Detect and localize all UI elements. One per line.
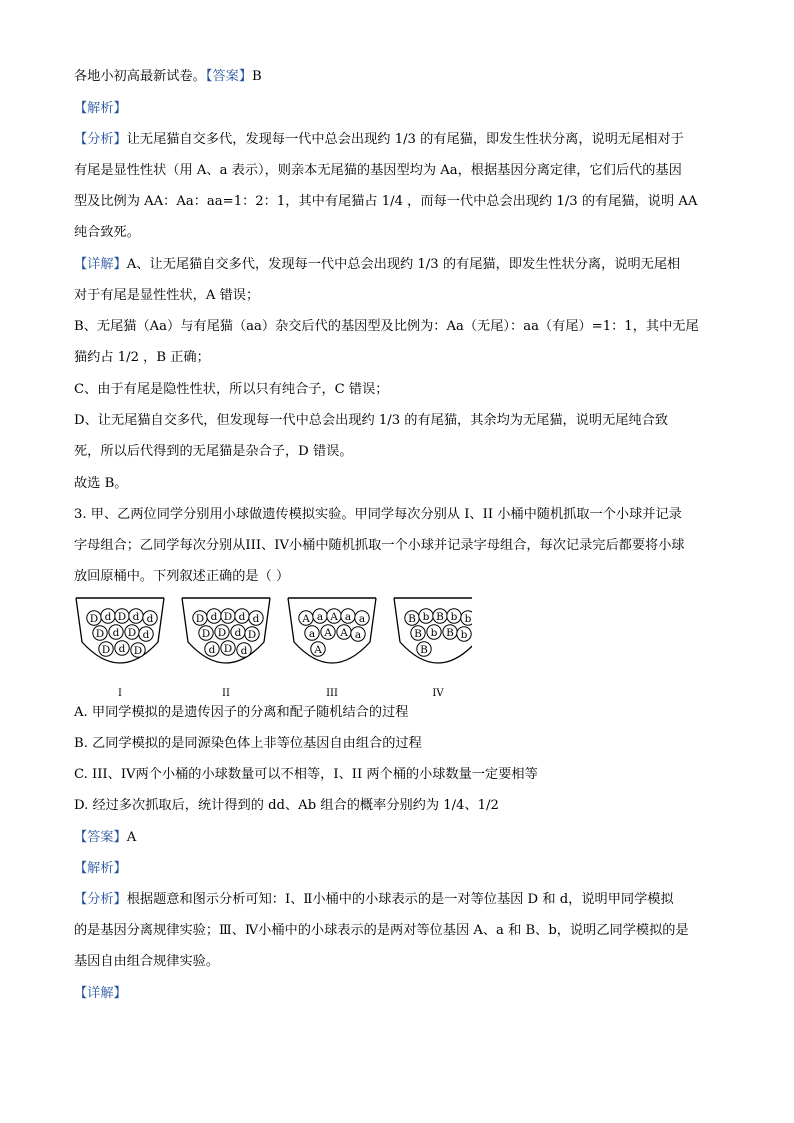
detail-line-5: C、由于有尾是隐性性状，所以只有纯合子，C 错误； [74, 382, 389, 397]
ball-letter: a [358, 612, 366, 625]
answer-value-2: A [126, 830, 137, 845]
ball-letter: D [223, 610, 233, 623]
ball-letter: B [446, 626, 454, 639]
ball-letter: b [450, 610, 458, 623]
ball-B [417, 642, 431, 656]
ball-letter: d [208, 643, 216, 656]
ball-letter: D [223, 642, 233, 655]
ball-letter: D [247, 628, 257, 641]
ball-B [405, 611, 419, 625]
ball-D [125, 625, 139, 639]
ball-d [139, 627, 153, 641]
ball-b [457, 627, 471, 641]
ball-b [427, 625, 441, 639]
bucket-3 [288, 598, 376, 698]
ball-D [221, 641, 235, 655]
ball-letter: A [314, 643, 322, 656]
ball-letter: A [324, 626, 332, 639]
detail-text: A、让无尾猫自交多代，发现每一代中总会出现约 1/3 的有尾猫，即发生性状分离，说明无尾相 [126, 257, 681, 272]
ball-letter: d [112, 626, 120, 639]
ball-letter: b [422, 610, 430, 623]
ball-A [321, 625, 335, 639]
ball-b [419, 609, 433, 623]
analysis-line-1 [74, 130, 684, 149]
analysis2-tag: 【分析】 [74, 892, 127, 907]
detail-line-2: 对于有尾是显性性状，A 错误； [74, 288, 260, 303]
detail-line-7: 死，所以后代得到的无尾猫是杂合子，D 错误。 [74, 444, 353, 459]
ball-letter: a [308, 627, 316, 640]
ball-letter: D [127, 626, 137, 639]
option-a: A. 甲同学模拟的是遗传因子的分离和配子随机结合的过程 [74, 705, 409, 720]
analysis2-line-1 [74, 890, 674, 909]
ball-b [461, 611, 472, 625]
bucket-figure [72, 592, 472, 698]
ball-letter: D [101, 643, 111, 656]
ball-D [221, 609, 235, 623]
ball-letter: B [420, 643, 428, 656]
ball-d [249, 611, 263, 625]
ball-letter: b [430, 626, 438, 639]
ball-d [235, 609, 249, 623]
ball-letter: a [316, 610, 324, 623]
ball-b [447, 609, 461, 623]
ball-D [99, 642, 113, 656]
answer-label: 【答案】 [205, 69, 253, 84]
ball-D [131, 643, 145, 657]
ball-letter: D [195, 612, 205, 625]
ball-a [313, 609, 327, 623]
analysis-heading-2: 【解析】 [74, 861, 127, 876]
ball-letter: d [104, 610, 112, 623]
ball-D [215, 625, 229, 639]
ball-letter: d [238, 610, 246, 623]
line-header [74, 67, 262, 86]
ball-d [143, 611, 157, 625]
question-line-1: 3. 甲、乙两位同学分别用小球做遗传模拟实验。甲同学每次分别从 I、II 小桶中随机抓取一个小球并记录 [74, 507, 682, 522]
question-line-2: 字母组合；乙同学每次分别从III、IV小桶中随机抓取一个小球并记录字母组合，每次记录完后都要将小球 [74, 538, 685, 553]
ball-A [299, 611, 313, 625]
ball-a [305, 626, 319, 640]
ball-letter: b [464, 612, 472, 625]
ball-letter: A [302, 612, 310, 625]
ball-letter: d [132, 610, 140, 623]
ball-letter: b [460, 628, 468, 641]
analysis-heading: 【解析】 [74, 101, 127, 116]
ball-D [93, 626, 107, 640]
ball-d [207, 609, 221, 623]
bucket-4 [394, 598, 472, 698]
analysis2-line-2: 的是基因分离规律实验；Ⅲ、Ⅳ小桶中的小球表示的是两对等位基因 A、a 和 B、b，说明乙同学模拟的是 [74, 923, 689, 938]
ball-D [193, 611, 207, 625]
detail-line-4: 猫约占 1/2 ，B 正确； [74, 350, 210, 365]
detail-tag: 【详解】 [74, 257, 127, 272]
answer-label-2: 【答案】 [74, 830, 127, 845]
conclusion-line: 故选 B。 [74, 476, 128, 491]
ball-letter: a [344, 610, 352, 623]
bucket-label: III [326, 688, 338, 698]
analysis-line-4: 纯合致死。 [74, 225, 140, 240]
ball-A [327, 609, 341, 623]
ball-letter: A [330, 610, 338, 623]
ball-letter: D [201, 627, 211, 640]
ball-letter: d [252, 612, 260, 625]
detail-heading-2: 【详解】 [74, 986, 127, 1001]
ball-letter: d [142, 628, 150, 641]
bucket-label: IV [432, 688, 444, 698]
ball-letter: d [234, 626, 242, 639]
option-d: D. 经过多次抓取后，统计得到的 dd、Ab 组合的概率分别约为 1/4、1/2 [74, 798, 499, 813]
ball-d [109, 625, 123, 639]
option-b: B. 乙同学模拟的是同源染色体上非等位基因自由组合的过程 [74, 736, 422, 751]
ball-letter: d [118, 642, 126, 655]
ball-d [115, 641, 129, 655]
ball-letter: a [354, 628, 362, 641]
ball-letter: A [340, 626, 348, 639]
ball-letter: D [117, 610, 127, 623]
ball-B [443, 625, 457, 639]
answer-value: B [252, 69, 262, 84]
question-line-3: 放回原桶中。下列叙述正确的是（ ） [74, 569, 290, 584]
detail-line-6: D、让无尾猫自交多代，但发现每一代中总会出现约 1/3 的有尾猫，其余均为无尾猫，说明无尾纯合致 [74, 413, 669, 428]
ball-D [87, 611, 101, 625]
ball-D [115, 609, 129, 623]
ball-d [101, 609, 115, 623]
detail-line-1 [74, 255, 680, 274]
header-text: 各地小初高最新试卷。 [74, 69, 206, 84]
analysis2-line-3: 基因自由组合规律实验。 [74, 954, 220, 969]
ball-a [355, 611, 369, 625]
ball-d [205, 642, 219, 656]
ball-letter: D [217, 626, 227, 639]
ball-letter: D [133, 644, 143, 657]
analysis-text: 让无尾猫自交多代，发现每一代中总会出现约 1/3 的有尾猫，即发生性状分离，说明无尾相对于 [126, 132, 684, 147]
bucket-2 [182, 598, 270, 698]
ball-A [337, 625, 351, 639]
detail-line-3: B、无尾猫（Aa）与有尾猫（aa）杂交后代的基因型及比例为：Aa（无尾）：aa（有尾）=1：1，其中无尾 [74, 319, 699, 334]
bucket-label: I [118, 688, 122, 698]
analysis-line-3: 型及比例为 AA：Aa：aa=1：2：1，其中有尾猫占 1/4 ，而每一代中总会出现约 1/3 的有尾猫，说明 AA [74, 194, 698, 209]
analysis2-text: 根据题意和图示分析可知：Ⅰ、Ⅱ小桶中的小球表示的是一对等位基因 D 和 d，说明甲同学模拟 [126, 892, 674, 907]
ball-letter: B [414, 627, 422, 640]
ball-A [311, 642, 325, 656]
ball-letter: d [240, 644, 248, 657]
ball-d [231, 625, 245, 639]
ball-letter: B [408, 612, 416, 625]
ball-B [433, 609, 447, 623]
ball-D [245, 627, 259, 641]
ball-letter: D [89, 612, 99, 625]
analysis-line-2: 有尾是显性性状（用 A、a 表示），则亲本无尾猫的基因型均为 Aa，根据基因分离定律，它们后代的基因 [74, 163, 682, 178]
analysis-tag: 【分析】 [74, 132, 127, 147]
ball-D [199, 626, 213, 640]
ball-letter: D [95, 627, 105, 640]
bucket-label: II [222, 688, 230, 698]
ball-letter: d [146, 612, 154, 625]
ball-a [341, 609, 355, 623]
ball-B [411, 626, 425, 640]
bucket-1 [76, 598, 164, 698]
ball-letter: d [210, 610, 218, 623]
bucket-figure-svg [72, 592, 472, 698]
ball-d [237, 643, 251, 657]
ball-letter: B [436, 610, 444, 623]
ball-d [129, 609, 143, 623]
ball-a [351, 627, 365, 641]
answer-line [74, 828, 136, 847]
option-c: C. III、IV两个小桶的小球数量可以不相等，I、II 两个桶的小球数量一定要相等 [74, 767, 538, 782]
